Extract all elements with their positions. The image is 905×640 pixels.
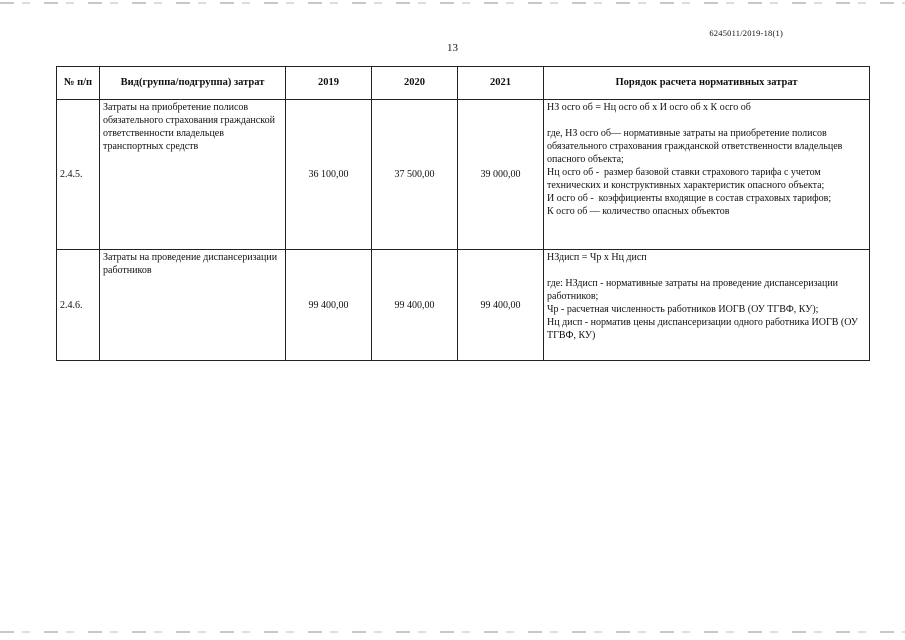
method-line: где: НЗдисп - нормативные затраты на проведение диспансеризации работников;: [547, 278, 841, 302]
method-line: [547, 264, 866, 277]
document-id: 6245011/2019-18(1): [709, 28, 783, 38]
scan-noise-top: [0, 2, 905, 4]
method-line: Нц осго об - размер базовой ставки страхового тарифа с учетом технических и конструктивных характеристик опасного объекта;: [547, 167, 825, 191]
value-2020: 99 400,00: [372, 250, 458, 361]
scan-noise-bottom: [0, 631, 905, 633]
method-line: Чр - расчетная численность работников ИОГВ (ОУ ТГВФ, КУ);: [547, 304, 819, 315]
value-2021: 39 000,00: [458, 100, 544, 250]
header-calculation-method: Порядок расчета нормативных затрат: [544, 67, 870, 100]
method-line: НЗдисп = Чр х Нц дисп: [547, 252, 647, 263]
method-line: где, НЗ осго об— нормативные затраты на приобретение полисов обязательного страхования гражданской ответственности владельцев опасного объекта;: [547, 128, 845, 165]
cost-table: [56, 66, 870, 361]
method-line: [547, 114, 866, 127]
row-number: 2.4.6.: [57, 250, 100, 361]
value-2019: 36 100,00: [286, 100, 372, 250]
table-row: [57, 100, 870, 250]
table-row: [57, 250, 870, 361]
method-line: И осго об - коэффициенты входящие в состав страховых тарифов;: [547, 193, 832, 204]
cost-type: Затраты на приобретение полисов обязательного страхования гражданской ответственности владельцев транспортных средств: [100, 100, 286, 250]
page-number: 13: [447, 42, 458, 54]
value-2019: 99 400,00: [286, 250, 372, 361]
method-line: НЗ осго об = Нц осго об х И осго об х К осго об: [547, 102, 751, 113]
table-header-row: [57, 67, 870, 100]
calculation-method: [544, 100, 870, 250]
value-2020: 37 500,00: [372, 100, 458, 250]
header-cost-type: Вид(группа/подгруппа) затрат: [100, 67, 286, 100]
header-2019: 2019: [286, 67, 372, 100]
calculation-method: [544, 250, 870, 361]
row-number: 2.4.5.: [57, 100, 100, 250]
header-num: № п/п: [57, 67, 100, 100]
method-line: К осго об — количество опасных объектов: [547, 206, 730, 217]
method-line: Нц дисп - норматив цены диспансеризации одного работника ИОГВ (ОУ ТГВФ, КУ): [547, 317, 861, 341]
header-2020: 2020: [372, 67, 458, 100]
value-2021: 99 400,00: [458, 250, 544, 361]
header-2021: 2021: [458, 67, 544, 100]
cost-type: Затраты на проведение диспансеризации работников: [100, 250, 286, 361]
